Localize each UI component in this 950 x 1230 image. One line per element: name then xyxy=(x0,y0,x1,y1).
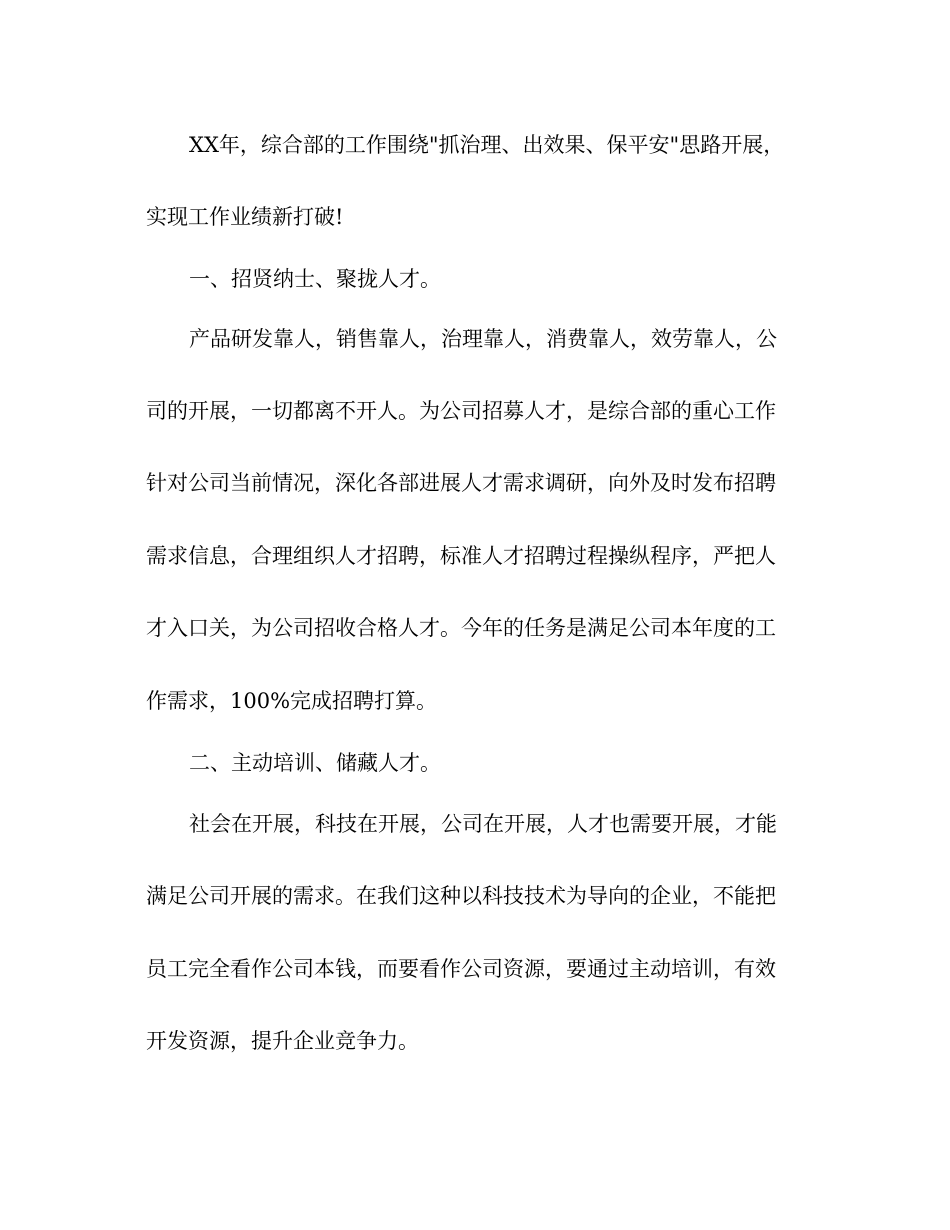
paragraph-line: 司的开展，一切都离不开人。为公司招募人才，是综合部的重心工作 xyxy=(146,399,776,423)
paragraph-line: 需求信息，合理组织人才招聘，标准人才招聘过程操纵程序，严把人 xyxy=(146,544,776,568)
section-heading: 二、主动培训、储藏人才。 xyxy=(189,751,441,775)
paragraph-line: 作需求，100%完成招聘打算。 xyxy=(146,689,438,713)
paragraph-line: 才入口关，为公司招收合格人才。今年的任务是满足公司本年度的工 xyxy=(146,616,776,640)
paragraph-line: 满足公司开展的需求。在我们这种以科技技术为导向的企业，不能把 xyxy=(146,884,776,908)
paragraph-line: 社会在开展，科技在开展，公司在开展，人才也需要开展，才能 xyxy=(189,812,777,836)
paragraph-line: 针对公司当前情况，深化各部进展人才需求调研，向外及时发布招聘 xyxy=(146,471,776,495)
paragraph-line: 开发资源，提升企业竞争力。 xyxy=(146,1029,419,1053)
paragraph-line: 产品研发靠人，销售靠人，治理靠人，消费靠人，效劳靠人，公 xyxy=(189,327,777,351)
paragraph-line: 员工完全看作公司本钱，而要看作公司资源，要通过主动培训，有效 xyxy=(146,957,776,981)
section-heading: 一、招贤纳士、聚拢人才。 xyxy=(189,267,441,291)
paragraph-line: 实现工作业绩新打破! xyxy=(146,205,344,229)
paragraph-line: XX年，综合部的工作围绕"抓治理、出效果、保平安"思路开展， xyxy=(189,133,785,157)
